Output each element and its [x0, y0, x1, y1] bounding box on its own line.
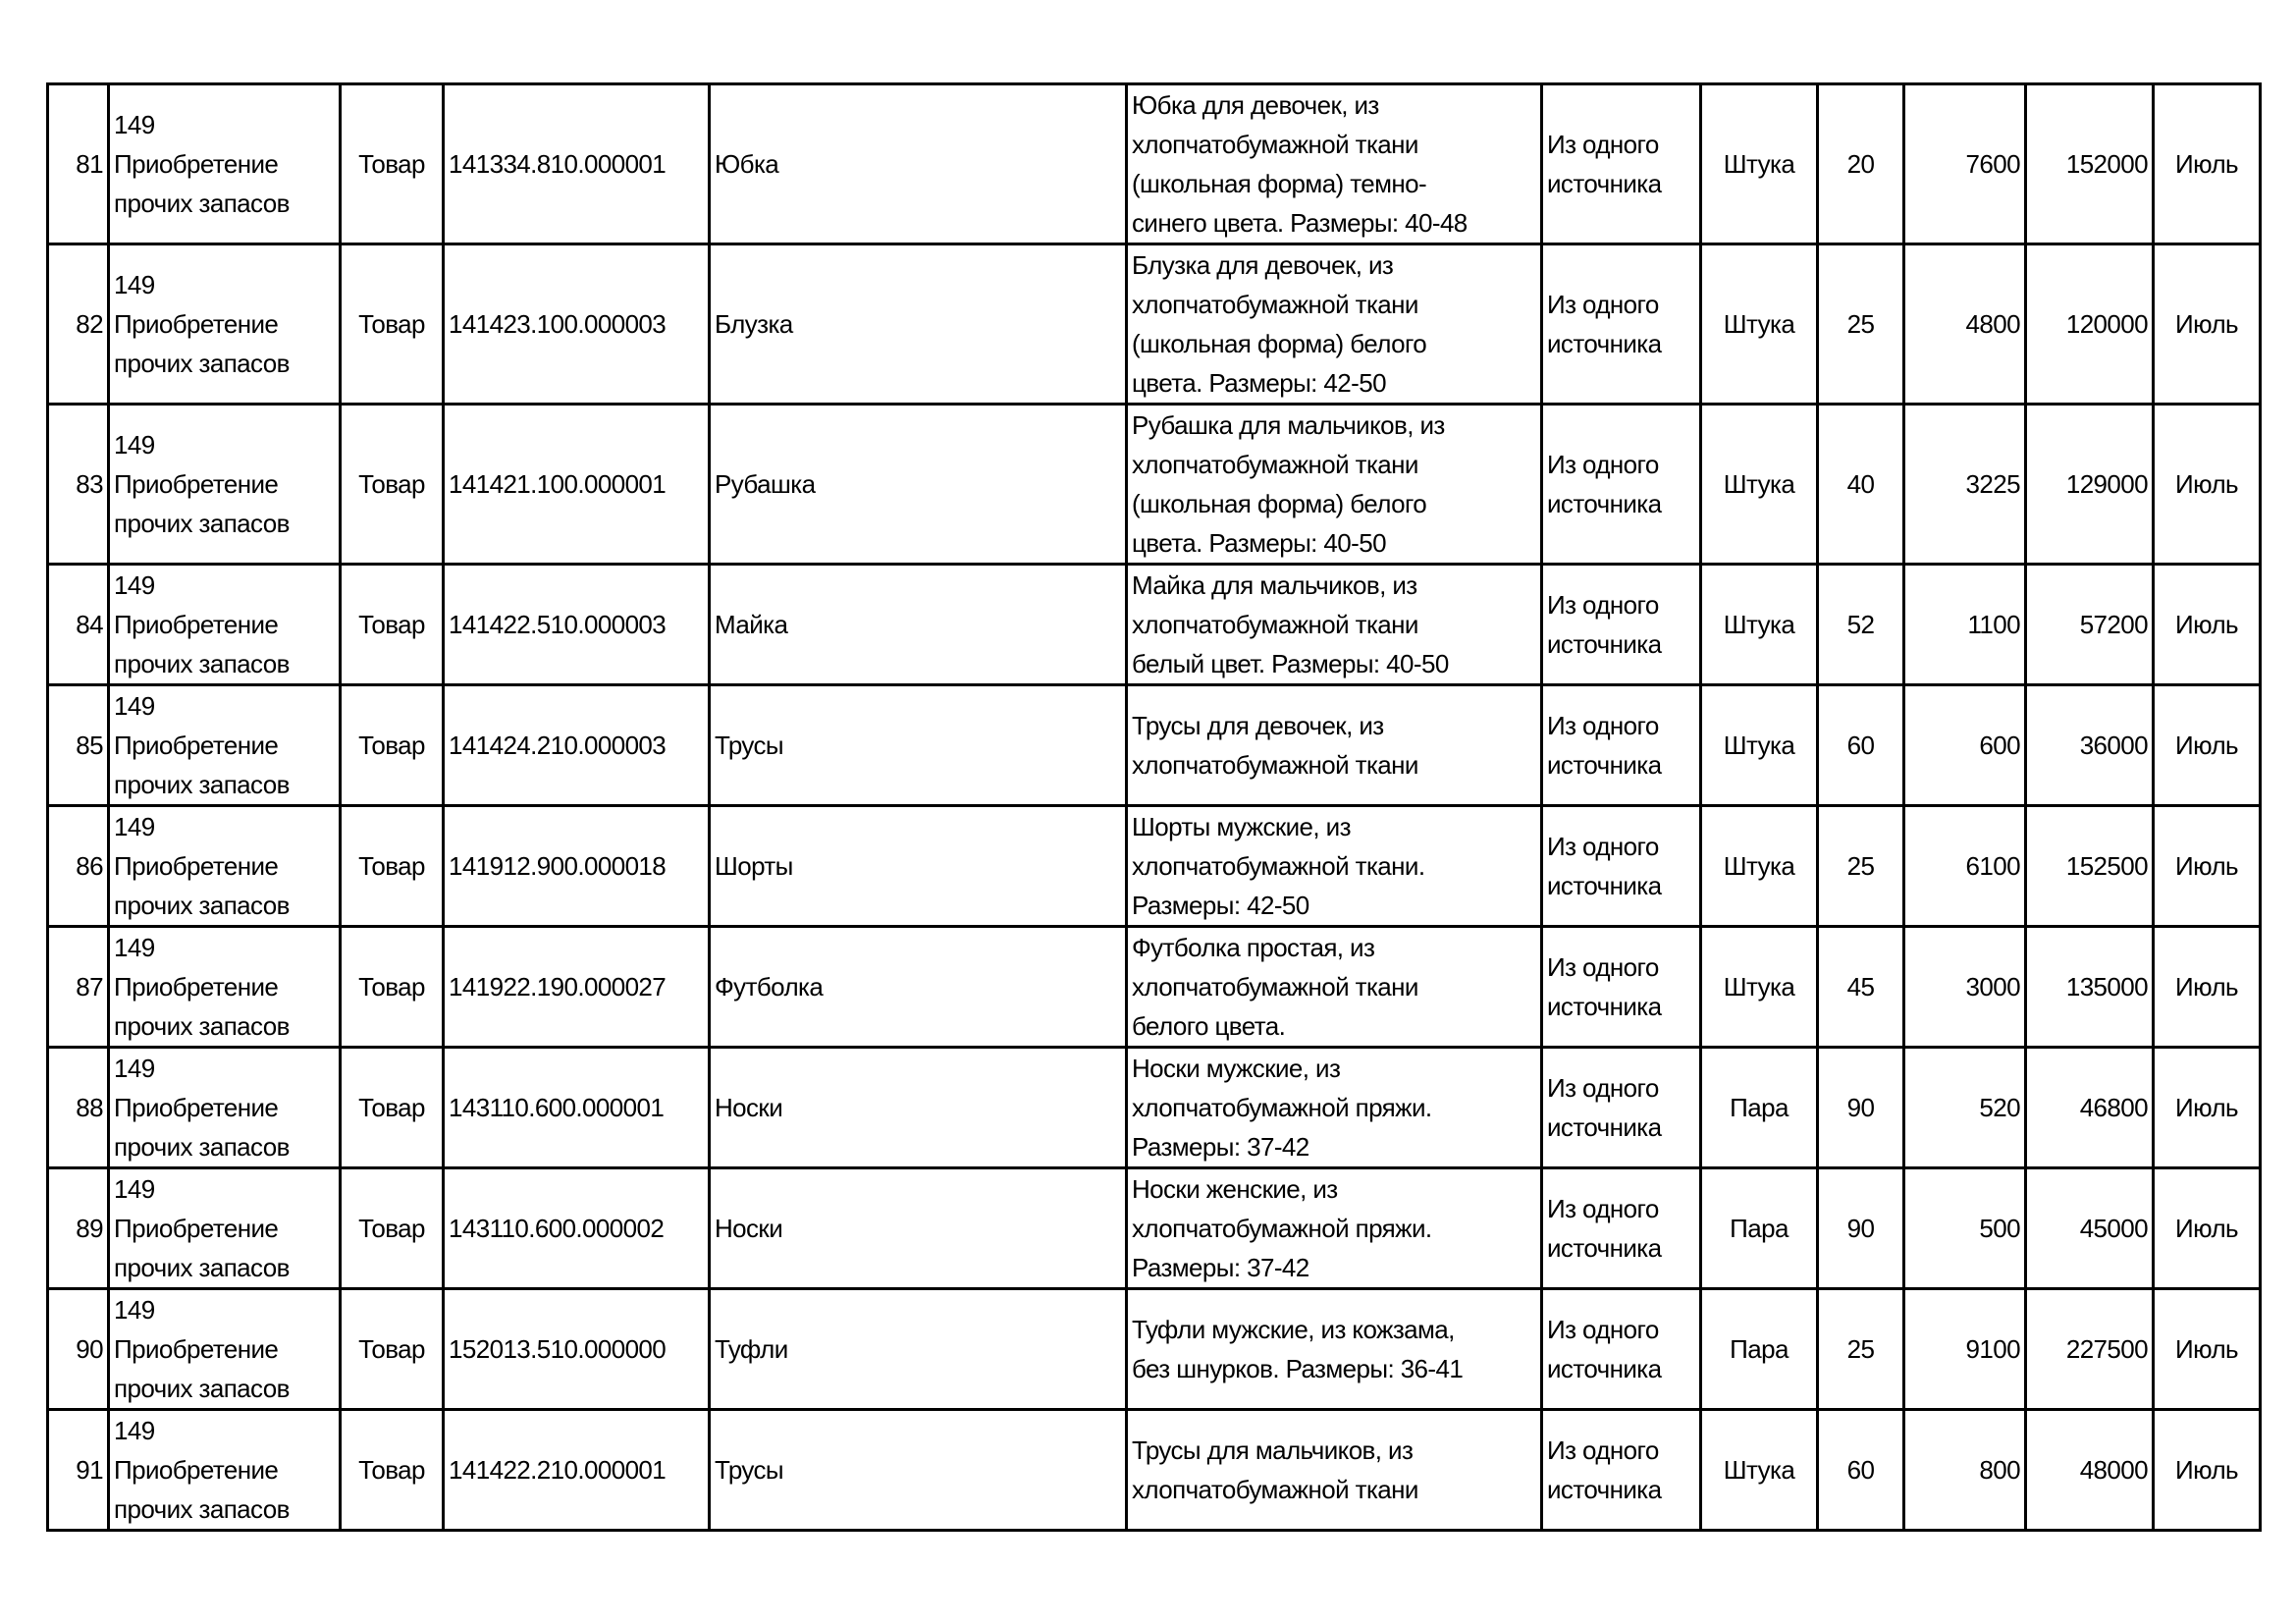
name-cell: Юбка [710, 84, 1127, 244]
row-number: 84 [48, 565, 109, 685]
article-cell [109, 405, 341, 565]
month-cell: Июль [2154, 1048, 2261, 1168]
price-cell: 1100 [1904, 565, 2026, 685]
price-cell: 3000 [1904, 927, 2026, 1048]
name-cell: Рубашка [710, 405, 1127, 565]
method-cell-line: источника [1547, 992, 1662, 1021]
code-cell: 141922.190.000027 [444, 927, 710, 1048]
unit-cell: Штука [1701, 244, 1818, 405]
sum-cell: 120000 [2026, 244, 2154, 405]
article-cell-line: Приобретение [114, 1334, 279, 1364]
method-cell-line: источника [1547, 1354, 1662, 1383]
article-cell [109, 1048, 341, 1168]
method-cell-line: Из одного [1547, 952, 1659, 982]
type-cell: Товар [341, 405, 444, 565]
method-cell [1542, 1289, 1701, 1410]
article-cell-line: прочих запасов [114, 1374, 290, 1403]
row-number: 86 [48, 806, 109, 927]
article-cell [109, 806, 341, 927]
type-cell: Товар [341, 685, 444, 806]
method-cell-line: Из одного [1547, 1315, 1659, 1344]
quantity-cell: 90 [1818, 1048, 1904, 1168]
description-cell-line: (школьная форма) белого [1132, 489, 1427, 518]
name-cell: Футболка [710, 927, 1127, 1048]
article-cell-line: 149 [114, 570, 155, 600]
description-cell [1127, 405, 1542, 565]
article-cell-line: 149 [114, 1174, 155, 1204]
description-cell-line: цвета. Размеры: 40-50 [1132, 528, 1386, 558]
quantity-cell: 60 [1818, 1410, 1904, 1531]
method-cell [1542, 1048, 1701, 1168]
method-cell-line: источника [1547, 750, 1662, 780]
article-cell-line: 149 [114, 1054, 155, 1083]
price-cell: 600 [1904, 685, 2026, 806]
sum-cell: 152500 [2026, 806, 2154, 927]
name-cell: Носки [710, 1048, 1127, 1168]
article-cell-line: 149 [114, 933, 155, 962]
quantity-cell: 20 [1818, 84, 1904, 244]
description-cell-line: (школьная форма) белого [1132, 329, 1427, 358]
method-cell-line: источника [1547, 169, 1662, 198]
method-cell-line: Из одного [1547, 450, 1659, 479]
unit-cell: Пара [1701, 1289, 1818, 1410]
price-cell: 4800 [1904, 244, 2026, 405]
month-cell: Июль [2154, 1168, 2261, 1289]
month-cell: Июль [2154, 244, 2261, 405]
code-cell: 141334.810.000001 [444, 84, 710, 244]
description-cell-line: (школьная форма) темно- [1132, 169, 1427, 198]
table-row [48, 685, 2261, 806]
method-cell [1542, 1168, 1701, 1289]
month-cell: Июль [2154, 806, 2261, 927]
row-number: 91 [48, 1410, 109, 1531]
description-cell-line: синего цвета. Размеры: 40-48 [1132, 208, 1468, 238]
quantity-cell: 52 [1818, 565, 1904, 685]
description-cell [1127, 84, 1542, 244]
description-cell-line: белый цвет. Размеры: 40-50 [1132, 649, 1449, 678]
name-cell: Трусы [710, 685, 1127, 806]
method-cell-line: источника [1547, 1233, 1662, 1263]
name-cell: Майка [710, 565, 1127, 685]
quantity-cell: 25 [1818, 244, 1904, 405]
article-cell-line: 149 [114, 270, 155, 299]
type-cell: Товар [341, 1048, 444, 1168]
method-cell-line: источника [1547, 871, 1662, 900]
article-cell [109, 84, 341, 244]
table-row [48, 1168, 2261, 1289]
article-cell-line: Приобретение [114, 1455, 279, 1485]
code-cell: 141421.100.000001 [444, 405, 710, 565]
table-row [48, 1048, 2261, 1168]
price-cell: 9100 [1904, 1289, 2026, 1410]
name-cell: Шорты [710, 806, 1127, 927]
method-cell-line: источника [1547, 489, 1662, 518]
row-number: 87 [48, 927, 109, 1048]
method-cell [1542, 405, 1701, 565]
code-cell: 143110.600.000001 [444, 1048, 710, 1168]
method-cell-line: Из одного [1547, 1194, 1659, 1223]
description-cell-line: хлопчатобумажной ткани [1132, 750, 1418, 780]
article-cell-line: Приобретение [114, 309, 279, 339]
method-cell-line: Из одного [1547, 711, 1659, 740]
unit-cell: Пара [1701, 1168, 1818, 1289]
month-cell: Июль [2154, 84, 2261, 244]
month-cell: Июль [2154, 565, 2261, 685]
description-cell [1127, 685, 1542, 806]
article-cell-line: Приобретение [114, 1214, 279, 1243]
description-cell-line: Носки мужские, из [1132, 1054, 1341, 1083]
description-cell-line: белого цвета. [1132, 1011, 1286, 1041]
sum-cell: 152000 [2026, 84, 2154, 244]
article-cell [109, 244, 341, 405]
article-cell [109, 1168, 341, 1289]
article-cell-line: прочих запасов [114, 649, 290, 678]
type-cell: Товар [341, 84, 444, 244]
month-cell: Июль [2154, 405, 2261, 565]
article-cell-line: Приобретение [114, 972, 279, 1001]
description-cell [1127, 1048, 1542, 1168]
article-cell-line: 149 [114, 110, 155, 139]
method-cell [1542, 84, 1701, 244]
method-cell-line: источника [1547, 1475, 1662, 1504]
name-cell: Блузка [710, 244, 1127, 405]
method-cell-line: Из одного [1547, 590, 1659, 620]
sum-cell: 36000 [2026, 685, 2154, 806]
description-cell-line: хлопчатобумажной ткани [1132, 450, 1418, 479]
code-cell: 141424.210.000003 [444, 685, 710, 806]
article-cell-line: 149 [114, 812, 155, 841]
description-cell-line: Юбка для девочек, из [1132, 90, 1379, 120]
description-cell-line: Майка для мальчиков, из [1132, 570, 1417, 600]
type-cell: Товар [341, 1289, 444, 1410]
article-cell [109, 565, 341, 685]
table-row [48, 1289, 2261, 1410]
description-cell [1127, 1289, 1542, 1410]
description-cell-line: Трусы для мальчиков, из [1132, 1435, 1414, 1465]
sum-cell: 46800 [2026, 1048, 2154, 1168]
article-cell-line: Приобретение [114, 731, 279, 760]
sum-cell: 45000 [2026, 1168, 2154, 1289]
method-cell [1542, 565, 1701, 685]
description-cell-line: хлопчатобумажной пряжи. [1132, 1214, 1432, 1243]
code-cell: 143110.600.000002 [444, 1168, 710, 1289]
article-cell-line: прочих запасов [114, 349, 290, 378]
unit-cell: Штука [1701, 806, 1818, 927]
method-cell-line: Из одного [1547, 290, 1659, 319]
row-number: 89 [48, 1168, 109, 1289]
description-cell [1127, 1410, 1542, 1531]
description-cell-line: цвета. Размеры: 42-50 [1132, 368, 1386, 398]
type-cell: Товар [341, 1168, 444, 1289]
type-cell: Товар [341, 1410, 444, 1531]
name-cell: Трусы [710, 1410, 1127, 1531]
row-number: 81 [48, 84, 109, 244]
method-cell-line: Из одного [1547, 1073, 1659, 1103]
description-cell-line: Рубашка для мальчиков, из [1132, 410, 1445, 440]
article-cell [109, 1289, 341, 1410]
article-cell-line: Приобретение [114, 469, 279, 499]
price-cell: 800 [1904, 1410, 2026, 1531]
description-cell-line: Футболка простая, из [1132, 933, 1375, 962]
unit-cell: Пара [1701, 1048, 1818, 1168]
type-cell: Товар [341, 927, 444, 1048]
month-cell: Июль [2154, 1289, 2261, 1410]
article-cell-line: прочих запасов [114, 891, 290, 920]
article-cell-line: 149 [114, 1295, 155, 1325]
article-cell-line: прочих запасов [114, 770, 290, 799]
sum-cell: 135000 [2026, 927, 2154, 1048]
sum-cell: 48000 [2026, 1410, 2154, 1531]
description-cell-line: хлопчатобумажной ткани [1132, 290, 1418, 319]
method-cell-line: источника [1547, 629, 1662, 659]
article-cell-line: 149 [114, 430, 155, 460]
price-cell: 3225 [1904, 405, 2026, 565]
sum-cell: 129000 [2026, 405, 2154, 565]
type-cell: Товар [341, 806, 444, 927]
method-cell-line: источника [1547, 329, 1662, 358]
article-cell-line: прочих запасов [114, 1494, 290, 1524]
price-cell: 520 [1904, 1048, 2026, 1168]
description-cell-line: хлопчатобумажной ткани. [1132, 851, 1425, 881]
description-cell-line: Носки женские, из [1132, 1174, 1338, 1204]
table-row [48, 405, 2261, 565]
method-cell-line: Из одного [1547, 832, 1659, 861]
description-cell [1127, 244, 1542, 405]
article-cell [109, 927, 341, 1048]
row-number: 82 [48, 244, 109, 405]
description-cell-line: без шнурков. Размеры: 36-41 [1132, 1354, 1464, 1383]
description-cell-line: хлопчатобумажной ткани [1132, 130, 1418, 159]
unit-cell: Штука [1701, 565, 1818, 685]
method-cell [1542, 806, 1701, 927]
month-cell: Июль [2154, 1410, 2261, 1531]
article-cell-line: 149 [114, 691, 155, 721]
unit-cell: Штука [1701, 405, 1818, 565]
description-cell [1127, 1168, 1542, 1289]
month-cell: Июль [2154, 685, 2261, 806]
type-cell: Товар [341, 244, 444, 405]
description-cell-line: хлопчатобумажной ткани [1132, 1475, 1418, 1504]
quantity-cell: 45 [1818, 927, 1904, 1048]
name-cell: Носки [710, 1168, 1127, 1289]
unit-cell: Штука [1701, 84, 1818, 244]
description-cell-line: хлопчатобумажной пряжи. [1132, 1093, 1432, 1122]
method-cell [1542, 685, 1701, 806]
procurement-table [46, 82, 2262, 1532]
month-cell: Июль [2154, 927, 2261, 1048]
code-cell: 141912.900.000018 [444, 806, 710, 927]
table-row [48, 565, 2261, 685]
unit-cell: Штука [1701, 685, 1818, 806]
code-cell: 141422.510.000003 [444, 565, 710, 685]
article-cell-line: Приобретение [114, 1093, 279, 1122]
method-cell-line: Из одного [1547, 130, 1659, 159]
article-cell-line: Приобретение [114, 610, 279, 639]
name-cell: Туфли [710, 1289, 1127, 1410]
method-cell-line: источника [1547, 1112, 1662, 1142]
quantity-cell: 25 [1818, 806, 1904, 927]
price-cell: 7600 [1904, 84, 2026, 244]
description-cell-line: Трусы для девочек, из [1132, 711, 1384, 740]
description-cell-line: Блузка для девочек, из [1132, 250, 1394, 280]
description-cell-line: Размеры: 37-42 [1132, 1132, 1309, 1162]
row-number: 90 [48, 1289, 109, 1410]
description-cell-line: Размеры: 42-50 [1132, 891, 1309, 920]
description-cell-line: хлопчатобумажной ткани [1132, 972, 1418, 1001]
table-row [48, 806, 2261, 927]
article-cell-line: прочих запасов [114, 509, 290, 538]
article-cell-line: Приобретение [114, 851, 279, 881]
description-cell-line: хлопчатобумажной ткани [1132, 610, 1418, 639]
row-number: 83 [48, 405, 109, 565]
article-cell-line: прочих запасов [114, 1132, 290, 1162]
code-cell: 141423.100.000003 [444, 244, 710, 405]
description-cell [1127, 565, 1542, 685]
table-row [48, 84, 2261, 244]
code-cell: 141422.210.000001 [444, 1410, 710, 1531]
method-cell [1542, 1410, 1701, 1531]
article-cell-line: прочих запасов [114, 1011, 290, 1041]
quantity-cell: 90 [1818, 1168, 1904, 1289]
quantity-cell: 25 [1818, 1289, 1904, 1410]
table-row [48, 244, 2261, 405]
quantity-cell: 40 [1818, 405, 1904, 565]
method-cell [1542, 927, 1701, 1048]
table-row [48, 1410, 2261, 1531]
description-cell [1127, 806, 1542, 927]
article-cell-line: прочих запасов [114, 1253, 290, 1282]
quantity-cell: 60 [1818, 685, 1904, 806]
table-row [48, 927, 2261, 1048]
article-cell-line: прочих запасов [114, 189, 290, 218]
price-cell: 6100 [1904, 806, 2026, 927]
unit-cell: Штука [1701, 1410, 1818, 1531]
sum-cell: 57200 [2026, 565, 2154, 685]
method-cell-line: Из одного [1547, 1435, 1659, 1465]
sum-cell: 227500 [2026, 1289, 2154, 1410]
method-cell [1542, 244, 1701, 405]
type-cell: Товар [341, 565, 444, 685]
price-cell: 500 [1904, 1168, 2026, 1289]
code-cell: 152013.510.000000 [444, 1289, 710, 1410]
row-number: 88 [48, 1048, 109, 1168]
article-cell-line: Приобретение [114, 149, 279, 179]
description-cell-line: Размеры: 37-42 [1132, 1253, 1309, 1282]
article-cell-line: 149 [114, 1416, 155, 1445]
article-cell [109, 1410, 341, 1531]
description-cell [1127, 927, 1542, 1048]
description-cell-line: Шорты мужские, из [1132, 812, 1351, 841]
article-cell [109, 685, 341, 806]
row-number: 85 [48, 685, 109, 806]
unit-cell: Штука [1701, 927, 1818, 1048]
table-body [48, 84, 2261, 1531]
description-cell-line: Туфли мужские, из кожзама, [1132, 1315, 1455, 1344]
